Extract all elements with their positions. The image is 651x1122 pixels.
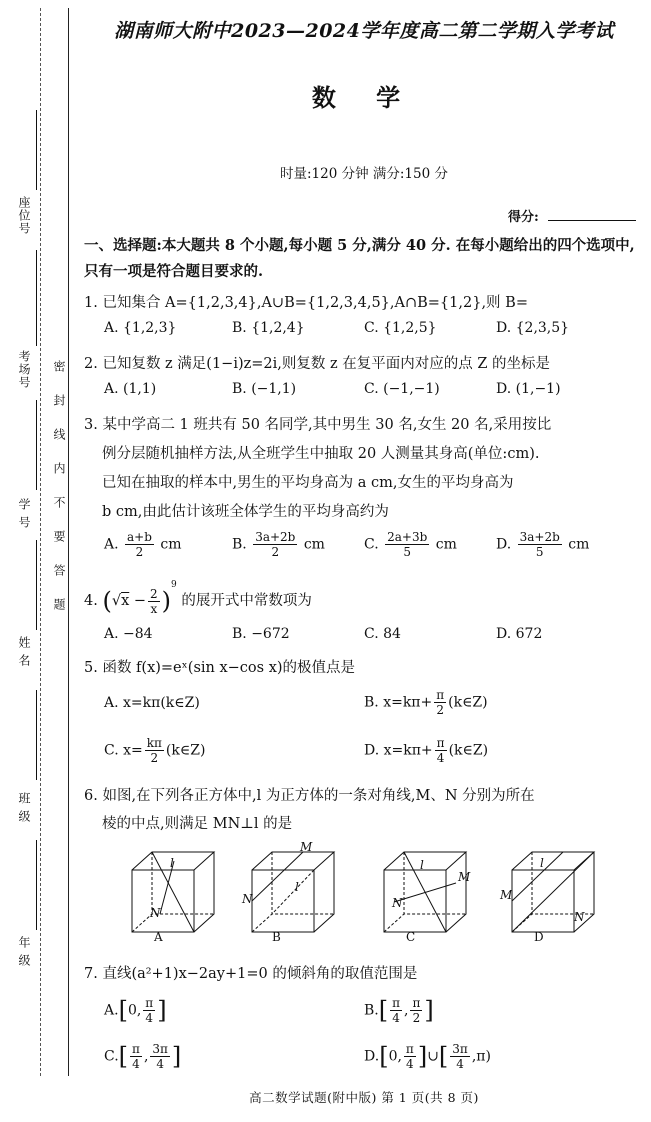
grade-write-line [36, 840, 37, 930]
q4-option-d: D. 672 [496, 626, 543, 642]
cube-figures [120, 838, 640, 948]
q4-option-c: C. 84 [364, 626, 401, 642]
seal-dashed-line [40, 8, 41, 1076]
q4-option-b: B. −672 [232, 626, 290, 642]
subject-title: 数 学 [311, 83, 417, 112]
page-footer: 高二数学试题(附中版) 第 1 页(共 8 页) [249, 1090, 479, 1105]
seal-warning: 密封线内不要答题 [52, 360, 66, 632]
q5-option-c: C. x= $\frac{k\pi}{2}$ (k∈Z) [104, 736, 206, 765]
q4-stem: 4. (√x − $\frac{2}{x}$ )$^9$ 的展开式中常数项为 [84, 580, 312, 616]
cube-c-label-l: l [420, 858, 424, 872]
score-label: 得分: [508, 210, 539, 225]
q3-option-d: D. $\frac{3a+2b}{5}$ cm [496, 530, 590, 559]
q7-option-b: B.[ $\frac{\pi}{4}$ , $\frac{\pi}{2}$ ] [364, 996, 434, 1025]
q5-stem: 5. 函数 f(x)=eˣ(sin x−cos x)的极值点是 [84, 660, 356, 676]
q3-line3: 已知在抽取的样本中,男生的平均身高为 a cm,女生的平均身高为 [102, 475, 514, 491]
q2-option-d: D. (1,−1) [496, 381, 561, 397]
q5-option-d: D. x=kπ+ $\frac{\pi}{4}$ (k∈Z) [364, 736, 489, 765]
q7-option-a: A.[0, $\frac{\pi}{4}$ ] [104, 996, 167, 1025]
q7-stem: 7. 直线(a²+1)x−2ay+1=0 的倾斜角的取值范围是 [84, 966, 418, 982]
q1-option-c: C. {1,2,5} [364, 320, 437, 336]
q7-option-d: D.[0, $\frac{\pi}{4}$ ]∪[ $\frac{3\pi}{4}$ ,π) [364, 1042, 491, 1071]
q2-option-a: A. (1,1) [104, 381, 157, 397]
cube-d-label-l: l [540, 856, 544, 870]
cube-d-caption: D [534, 930, 544, 944]
q5-option-a: A. x=kπ(k∈Z) [104, 695, 200, 711]
q2-option-b: B. (−1,1) [232, 381, 297, 397]
grade-label: 年 级 [17, 936, 31, 967]
cube-c-label-m: M [458, 870, 471, 884]
cube-b-label-m: M [300, 840, 313, 854]
q6-line2: 棱的中点,则满足 MN⊥l 的是 [102, 816, 293, 832]
q2-option-c: C. (−1,−1) [364, 381, 440, 397]
cube-b [252, 852, 334, 932]
q3-line1: 3. 某中学高二 1 班共有 50 名同学,其中男生 30 名,女生 20 名,采用按比 [84, 417, 552, 433]
q3-line2: 例分层随机抽样方法,从全班学生中抽取 20 人测量其身高(单位:cm). [102, 446, 540, 462]
q1-option-a: A. {1,2,3} [104, 320, 177, 336]
name-label: 姓 名 [17, 636, 31, 667]
q4-option-a: A. −84 [104, 626, 153, 642]
cube-c-caption: C [406, 930, 416, 944]
cube-b-label-n: N [242, 892, 253, 906]
cube-c-label-n: N [392, 896, 403, 910]
cube-b-caption: B [272, 930, 281, 944]
class-label: 班 级 [17, 792, 31, 823]
q1-option-b: B. {1,2,4} [232, 320, 305, 336]
q3-option-c: C. $\frac{2a+3b}{5}$ cm [364, 530, 457, 559]
id-write-line [36, 400, 37, 490]
room-label: 考场号 [17, 350, 31, 389]
seat-write-line [36, 110, 37, 190]
cube-a-caption: A [154, 930, 163, 944]
room-write-line [36, 250, 37, 346]
q1-stem: 1. 已知集合 A={1,2,3,4},A∪B={1,2,3,4,5},A∩B={1,2},则 B= [84, 295, 528, 311]
id-label: 学 号 [17, 498, 31, 529]
cube-c [384, 852, 466, 932]
section-heading: 一、选择题:本大题共 8 个小题,每小题 5 分,满分 40 分. 在每小题给出的四个选项中,只有一项是符合题目要求的. [84, 237, 635, 280]
exam-title: 湖南师大附中2023—2024学年度高二第二学期入学考试 [114, 20, 614, 42]
cube-a-label-n: N [150, 906, 161, 920]
q2-stem: 2. 已知复数 z 满足(1−i)z=2i,则复数 z 在复平面内对应的点 Z 的坐标是 [84, 356, 551, 372]
cube-a-label-l: l [170, 856, 174, 870]
q3-line4: b cm,由此估计该班全体学生的平均身高约为 [102, 504, 389, 520]
q3-option-b: B. $\frac{3a+2b}{2}$ cm [232, 530, 325, 559]
margin-rule [68, 8, 69, 1076]
time-info: 时量:120 分钟 满分:150 分 [279, 166, 448, 182]
q1-option-d: D. {2,3,5} [496, 320, 570, 336]
name-write-line [36, 540, 37, 630]
q3-option-a: A. $\frac{a+b}{2}$ cm [104, 530, 182, 559]
q6-line1: 6. 如图,在下列各正方体中,l 为正方体的一条对角线,M、N 分别为所在 [84, 788, 535, 804]
seat-label: 座位号 [17, 196, 31, 235]
cube-d-label-n: N [574, 910, 585, 924]
cube-d-label-m: M [500, 888, 513, 902]
score-blank [548, 220, 636, 221]
class-write-line [36, 690, 37, 780]
q7-option-c: C.[ $\frac{\pi}{4}$ , $\frac{3\pi}{4}$ ] [104, 1042, 182, 1071]
cube-b-label-l: l [295, 880, 299, 894]
q5-option-b: B. x=kπ+ $\frac{\pi}{2}$ (k∈Z) [364, 688, 488, 717]
